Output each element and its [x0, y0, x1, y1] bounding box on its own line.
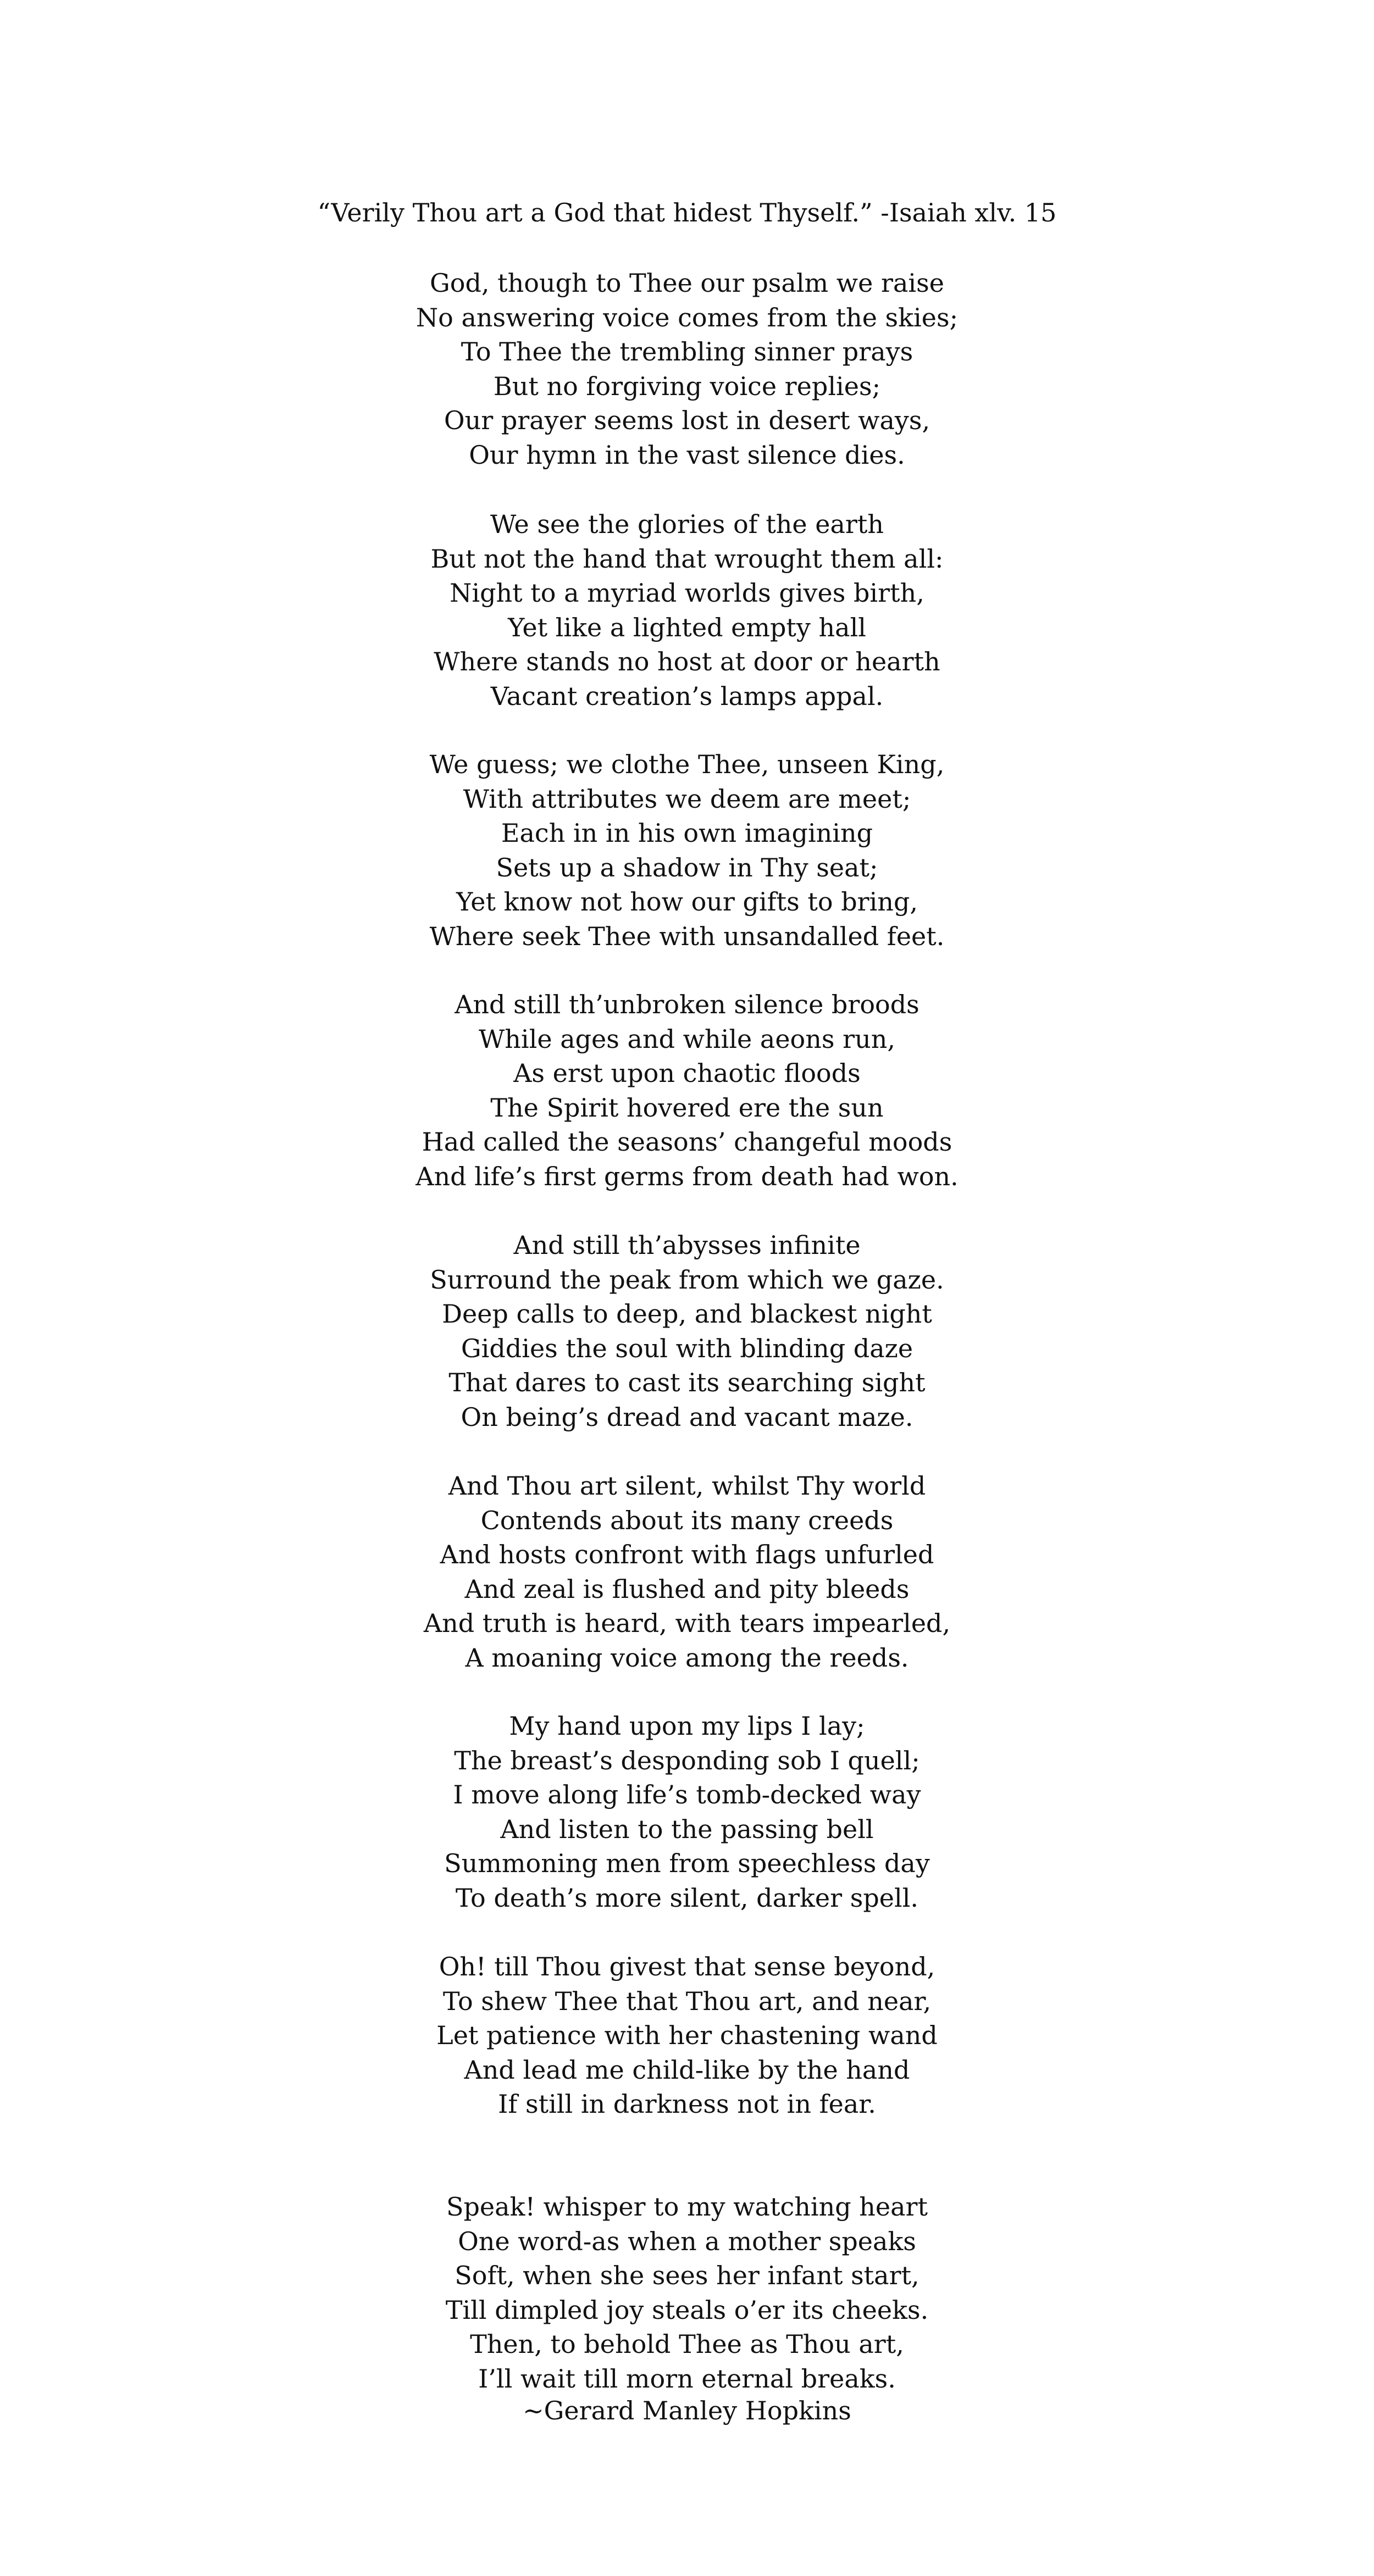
verse-line: As erst upon chaotic floods — [513, 1058, 861, 1088]
verse-line: Each in in his own imagining — [501, 818, 873, 848]
verse-line: And listen to the passing bell — [500, 1814, 874, 1844]
verse-line: Where stands no host at door or hearth — [434, 647, 940, 676]
verse-line: And truth is heard, with tears impearled, — [423, 1608, 951, 1638]
verse-line: And hosts confront with flags unfurled — [440, 1540, 934, 1569]
verse-line: Giddies the soul with blinding daze — [461, 1333, 913, 1363]
verse-line: Contends about its many creeds — [480, 1505, 894, 1535]
verse-line: A moaning voice among the reeds. — [465, 1642, 909, 1673]
stanza-7 — [0, 1709, 1374, 1915]
stanza-8 — [0, 1950, 1374, 2122]
verse-line: Had called the seasons’ changeful moods — [422, 1127, 952, 1157]
verse-line: I move along life’s tomb-decked way — [453, 1780, 921, 1809]
verse-line: Speak! whisper to my watching heart — [446, 2192, 928, 2222]
verse-line: Summoning men from speechless day — [444, 1848, 930, 1878]
verse-line: The Spirit hovered ere the sun — [490, 1092, 884, 1123]
stanza-1 — [0, 266, 1374, 472]
verse-line: To shew Thee that Thou art, and near, — [442, 1986, 932, 2016]
verse-line: While ages and while aeons run, — [479, 1024, 895, 1054]
verse-line: And still th’unbroken silence broods — [455, 990, 919, 1019]
verse-line: The breast’s desponding sob I quell; — [454, 1745, 920, 1775]
stanza-4 — [0, 987, 1374, 1193]
verse-line: Let patience with her chastening wand — [436, 2020, 938, 2050]
verse-line: My hand upon my lips I lay; — [509, 1711, 865, 1741]
author-attribution: ~Gerard Manley Hopkins — [523, 2396, 851, 2425]
verse-line: And Thou art silent, whilst Thy world — [448, 1471, 926, 1501]
verse-line: Yet know not how our gifts to bring, — [456, 887, 918, 917]
verse-line: On being’s dread and vacant maze. — [461, 1402, 913, 1432]
verse-line: Vacant creation’s lamps appal. — [490, 681, 884, 711]
stanza-2 — [0, 507, 1374, 713]
verse-line: Soft, when she sees her infant start, — [455, 2261, 919, 2290]
verse-line: That dares to cast its searching sight — [448, 1368, 926, 1397]
verse-line: I’ll wait till morn eternal breaks. — [478, 2363, 896, 2394]
verse-line: Deep calls to deep, and blackest night — [442, 1299, 932, 1329]
verse-line: We see the glories of the earth — [490, 509, 884, 539]
verse-line: Surround the peak from which we gaze. — [430, 1264, 944, 1295]
verse-line: And lead me child-like by the hand — [464, 2055, 910, 2085]
verse-line: Where seek Thee with unsandalled feet. — [429, 921, 945, 951]
verse-line: And life’s first germs from death had won. — [415, 1161, 959, 1191]
verse-line: But not the hand that wrought them all: — [430, 543, 944, 574]
verse-line: And still th’abysses infinite — [513, 1230, 861, 1260]
stanza-9 — [0, 2190, 1374, 2396]
verse-line: Night to a myriad worlds gives birth, — [450, 578, 924, 608]
verse-line: Yet like a lighted empty hall — [507, 612, 867, 642]
stanza-3 — [0, 747, 1374, 953]
verse-line: Then, to behold Thee as Thou art, — [470, 2329, 904, 2359]
epigraph: “Verily Thou art a God that hidest Thyself.” -Isaiah xlv. 15 — [317, 198, 1057, 227]
stanza-6 — [0, 1469, 1374, 1675]
verse-line: And zeal is flushed and pity bleeds — [464, 1574, 910, 1604]
verse-line: To Thee the trembling sinner prays — [461, 337, 913, 367]
verse-line: Oh! till Thou givest that sense beyond, — [439, 1952, 935, 1981]
stanza-5 — [0, 1228, 1374, 1434]
verse-line: Till dimpled joy steals o’er its cheeks. — [445, 2295, 929, 2325]
verse-line: To death’s more silent, darker spell. — [455, 1883, 919, 1913]
verse-line: We guess; we clothe Thee, unseen King, — [429, 750, 945, 779]
verse-line: Our hymn in the vast silence dies. — [469, 440, 905, 470]
verse-line: Sets up a shadow in Thy seat; — [496, 852, 878, 882]
verse-line: One word-as when a mother speaks — [458, 2226, 916, 2256]
verse-line: But no forgiving voice replies; — [493, 371, 881, 401]
verse-line: With attributes we deem are meet; — [463, 784, 911, 814]
verse-line: No answering voice comes from the skies; — [415, 302, 959, 332]
verse-line: If still in darkness not in fear. — [498, 2089, 876, 2119]
verse-line: God, though to Thee our psalm we raise — [430, 268, 944, 298]
verse-line: Our prayer seems lost in desert ways, — [444, 406, 930, 435]
